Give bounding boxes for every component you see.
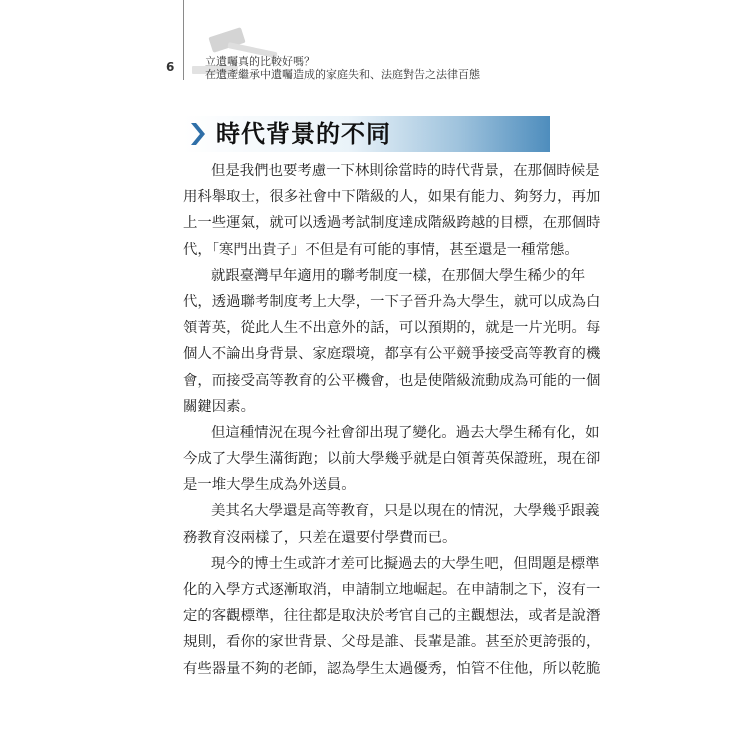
- section-title: 時代背景的不同: [216, 120, 391, 148]
- paragraph-line: 務教育沒兩樣了，只差在還要付學費而已。: [183, 529, 457, 546]
- paragraph-line: 現今的博士生或許才差可比擬過去的大學生吧，但問題是標準: [211, 555, 600, 572]
- paragraph-line: 用科舉取士，很多社會中下階級的人，如果有能力、夠努力，再加: [183, 189, 601, 206]
- body-text: [183, 158, 601, 682]
- paragraph-line: 今成了大學生滿街跑；以前大學幾乎就是白領菁英保證班，現在卻: [183, 451, 601, 468]
- paragraph-line: 規則，看你的家世背景、父母是誰、長輩是誰。甚至於更誇張的，: [183, 634, 601, 651]
- paragraph-line: 化的入學方式逐漸取消，申請制立地崛起。在申請制之下，沒有一: [183, 582, 601, 598]
- paragraph-line: 上一些運氣，就可以透過考試制度達成階級跨越的目標，在那個時: [183, 215, 601, 232]
- running-head: [205, 55, 480, 81]
- paragraph-line: 但這種情況在現今社會卻出現了變化。過去大學生稀有化，如: [211, 424, 600, 441]
- running-head-title: 立遺囑真的比較好嗎？: [205, 55, 315, 68]
- running-head-subtitle: 在遺產繼承中遺囑造成的家庭失和、法庭對告之法律百態: [205, 68, 480, 81]
- paragraph-line: 是一堆大學生成為外送員。: [183, 477, 356, 494]
- paragraph-line: 有些器量不夠的老師，認為學生太過優秀，怕管不住他，所以乾脆: [183, 660, 601, 677]
- paragraph-line: 定的客觀標準，往往都是取決於考官自己的主觀想法，或者是說潛: [183, 608, 601, 625]
- paragraph-line: 就跟臺灣早年適用的聯考制度一樣，在那個大學生稀少的年: [211, 267, 586, 284]
- paragraph-line: 關鍵因素。: [183, 398, 255, 415]
- header-divider: [183, 0, 184, 80]
- paragraph-line: 美其名大學還是高等教育，只是以現在的情況，大學幾乎跟義: [211, 503, 600, 520]
- chevron-right-icon: [186, 121, 212, 147]
- paragraph-line: 會，而接受高等教育的公平機會，也是使階級流動成為可能的一個: [183, 372, 601, 389]
- paragraph-line: 個人不論出身背景、家庭環境，都享有公平競爭接受高等教育的機: [183, 346, 601, 363]
- paragraph-line: 但是我們也要考慮一下林則徐當時的時代背景，在那個時候是: [211, 163, 600, 179]
- paragraph-line: 領菁英，從此人生不出意外的話，可以預期的，就是一片光明。每: [183, 320, 601, 337]
- section-header: [183, 116, 550, 152]
- page-number: 6: [166, 60, 175, 74]
- paragraph-line: 代，「寒門出貴子」不但是有可能的事情，甚至還是一種常態。: [183, 241, 579, 258]
- paragraph-line: 代，透過聯考制度考上大學，一下子晉升為大學生，就可以成為白: [183, 293, 601, 310]
